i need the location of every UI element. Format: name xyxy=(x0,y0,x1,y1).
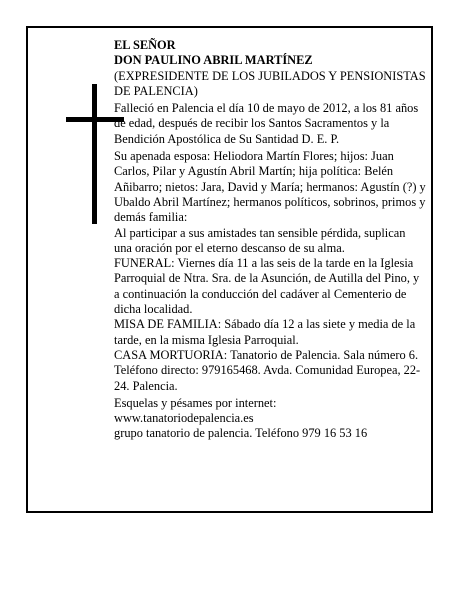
death-paragraph: Falleció en Palencia el día 10 de mayo de 2012, a los 81 años de edad, después de recibir los Santos Sacramentos y la Bendición Apostólica de Su Santidad D. E. P. xyxy=(114,101,419,146)
cross-icon xyxy=(92,84,97,224)
heading-title: EL SEÑOR xyxy=(114,38,176,52)
request-paragraph: Al participar a sus amistades tan sensible pérdida, suplican una oración por el eterno descanso de su alma. xyxy=(114,225,406,255)
mortuary-paragraph: CASA MORTUORIA: Tanatorio de Palencia. Sala número 6. Teléfono directo: 979165468. Avda. Comunidad Europea, 22-24. Palencia. xyxy=(114,347,421,393)
family-mass-paragraph: MISA DE FAMILIA: Sábado día 12 a las siete y media de la tarde, en la misma Iglesia Parroquial. xyxy=(114,317,416,347)
website-link[interactable]: www.tanatoriodepalencia.es xyxy=(114,411,254,426)
heading-role: (EXPRESIDENTE DE LOS JUBILADOS Y PENSIONISTAS DE PALENCIA) xyxy=(114,68,426,98)
internet-line: Esquelas y pésames por internet: xyxy=(114,395,277,410)
group-phone-line: grupo tanatorio de palencia. Teléfono 979 16 53 16 xyxy=(114,426,368,441)
funeral-paragraph: FUNERAL: Viernes día 11 a las seis de la tarde en la Iglesia Parroquial de Ntra. Sra. de la Asunción, de Autilla del Pino, y a continuación la conducción del cadáver al Cementerio de dicha localidad. xyxy=(114,256,420,317)
family-paragraph: Su apenada esposa: Heliodora Martín Flores; hijos: Juan Carlos, Pilar y Agustín Abril Martín; hija política: Belén Añibarro; nietos: Jara, David y María; hermanos: Agustín (?) y Ubaldo Abril Martínez; hermanos políticos, sobrinos, primos y demás familia: xyxy=(114,149,426,225)
obituary-text xyxy=(114,38,426,442)
heading-name: DON PAULINO ABRIL MARTÍNEZ xyxy=(114,53,313,68)
